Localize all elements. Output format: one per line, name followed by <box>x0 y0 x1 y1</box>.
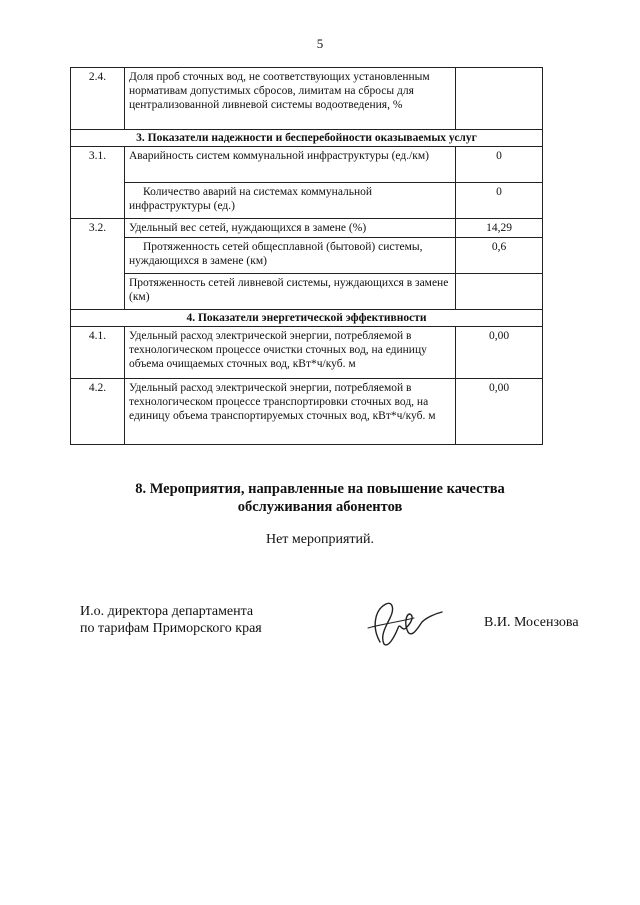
row-number: 4.1. <box>71 327 125 379</box>
table-row <box>71 274 543 310</box>
signatory-position-line: по тарифам Приморского края <box>80 621 262 636</box>
row-value: 0,00 <box>456 327 543 379</box>
table-row <box>71 183 543 219</box>
signatory-name: В.И. Мосензова <box>484 615 579 630</box>
table-row <box>71 238 543 274</box>
section-title: 3. Показатели надежности и бесперебойности оказываемых услуг <box>71 130 543 147</box>
row-value: 0 <box>456 147 543 183</box>
signatory-position-line: И.о. директора департамента <box>80 604 254 619</box>
row-value <box>456 68 543 130</box>
row-number-empty <box>71 274 125 310</box>
section-header-row <box>71 130 543 147</box>
row-number: 2.4. <box>71 68 125 130</box>
row-number: 4.2. <box>71 379 125 445</box>
row-description: Доля проб сточных вод, не соответствующих установленным нормативам допустимых сбросов, лимитам на сбросы для централизованной ливневой системы водоотведения, % <box>125 68 456 130</box>
table-row <box>71 219 543 238</box>
row-description: Количество аварий на системах коммунальной инфраструктуры (ед.) <box>125 183 456 219</box>
row-description: Удельный расход электрической энергии, потребляемой в технологическом процессе транспортировки сточных вод, на единицу объема транспортируемых сточных вод, кВт*ч/куб. м <box>125 379 456 445</box>
row-number: 3.2. <box>71 219 125 238</box>
section-8-title-line: обслуживания абонентов <box>237 499 403 515</box>
table-row <box>71 68 543 130</box>
row-number-empty <box>71 183 125 219</box>
row-value: 0,00 <box>456 379 543 445</box>
handwritten-signature <box>362 598 444 650</box>
row-description: Аварийность систем коммунальной инфраструктуры (ед./км) <box>125 147 456 183</box>
signatory-position <box>80 603 262 637</box>
section-header-row <box>71 310 543 327</box>
section-8-title-line: 8. Мероприятия, направленные на повышение качества <box>135 481 505 497</box>
row-number-empty <box>71 238 125 274</box>
row-value <box>456 274 543 310</box>
row-value: 14,29 <box>456 219 543 238</box>
row-description: Удельный вес сетей, нуждающихся в замене (%) <box>125 219 456 238</box>
row-value: 0 <box>456 183 543 219</box>
table-row <box>71 147 543 183</box>
section-title: 4. Показатели энергетической эффективности <box>71 310 543 327</box>
table-row <box>71 379 543 445</box>
page-number: 5 <box>316 36 324 51</box>
row-value: 0,6 <box>456 238 543 274</box>
no-measures-text: Нет мероприятий. <box>265 532 375 547</box>
row-description: Удельный расход электрической энергии, потребляемой в технологическом процессе очистки сточных вод, на единицу объема очищаемых сточных вод, кВт*ч/куб. м <box>125 327 456 379</box>
indicators-table <box>70 67 543 445</box>
section-8-title <box>0 480 640 516</box>
row-description: Протяженность сетей общесплавной (бытовой) системы, нуждающихся в замене (км) <box>125 238 456 274</box>
row-number: 3.1. <box>71 147 125 183</box>
row-description: Протяженность сетей ливневой системы, нуждающихся в замене (км) <box>125 274 456 310</box>
table-row <box>71 327 543 379</box>
